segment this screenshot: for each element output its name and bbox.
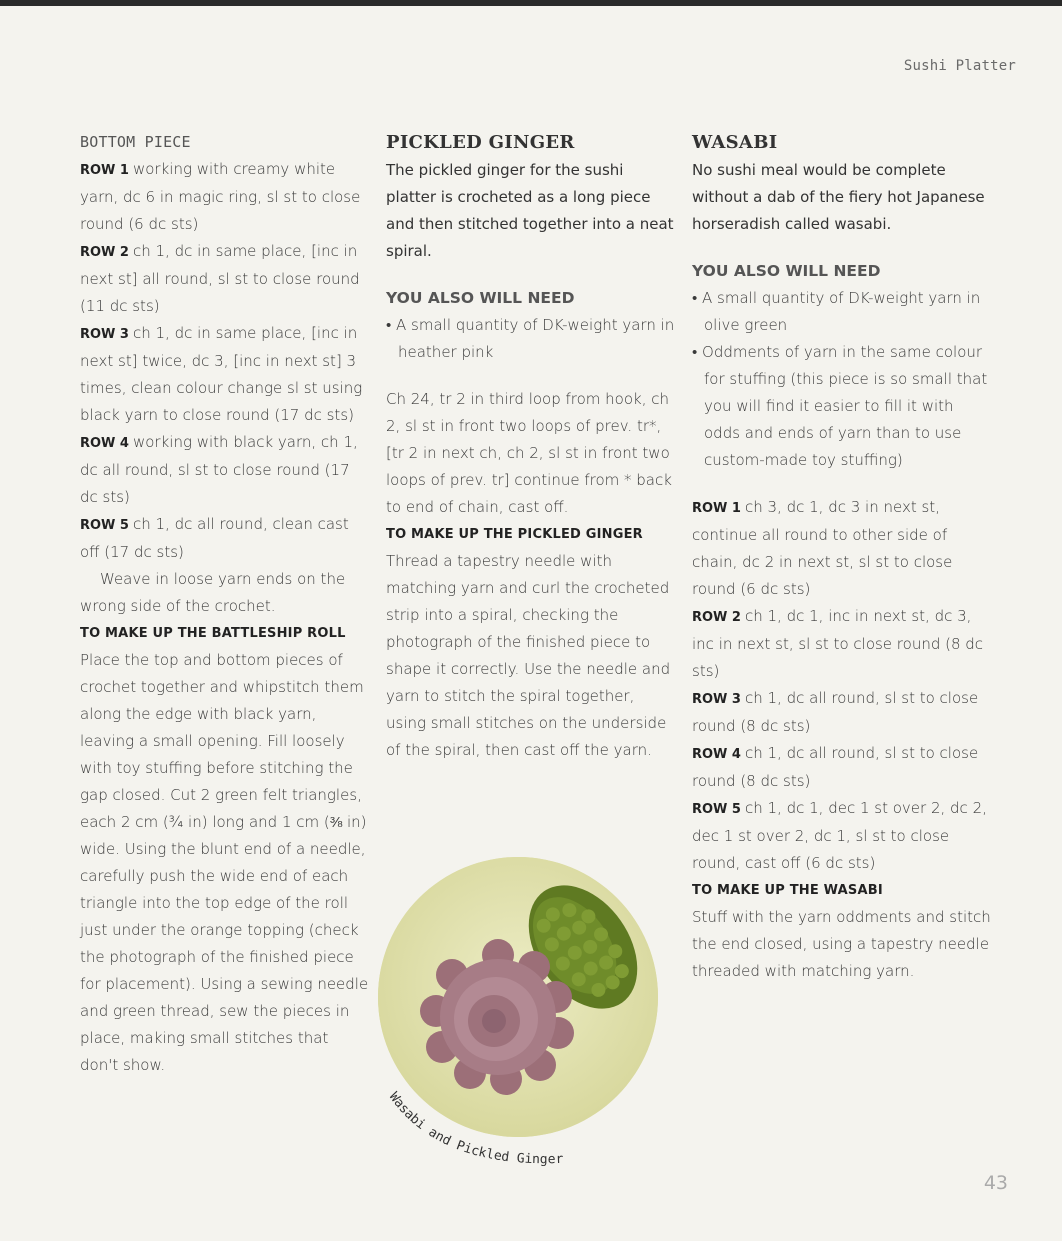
row-label: ROW 4 xyxy=(692,747,741,762)
top-edge-band xyxy=(0,0,1062,6)
row-label: ROW 1 xyxy=(692,501,741,516)
row-label: ROW 5 xyxy=(80,518,129,533)
makeup-text: Place the top and bottom pieces of crochet together and whipstitch them along the edge with black yarn, leaving a small opening. Fill loosely with toy stuffing before stitching the gap closed. Cut 2 green felt triangles, each 2 cm (¾ in) long and 1 cm (⅜ in) wide. Using the blunt end of a needle, carefully push the wide end of each triangle into the top edge of the roll just under the orange topping (check the photograph of the finished piece for placement). Using a sewing needle and green thread, sew the pieces in place, making small stitches that don't show. xyxy=(80,651,369,1074)
row-label: ROW 3 xyxy=(80,327,129,342)
row-text: ch 1, dc all round, clean cast off (17 dc sts) xyxy=(80,515,349,561)
section-intro: The pickled ginger for the sushi platter is crocheted as a long piece and then stitched together into a neat spiral. xyxy=(386,161,674,260)
makeup-text: Thread a tapestry needle with matching yarn and curl the crocheted strip into a spiral, checking the photograph of the finished piece to shape it correctly. Use the needle and yarn to stitch the spiral together, using small stitches on the underside of the spiral, then cast off the yarn. xyxy=(386,552,671,759)
row-instruction xyxy=(692,494,992,603)
row-instruction xyxy=(692,685,992,740)
column-wasabi xyxy=(692,129,992,985)
row-instruction xyxy=(80,238,370,320)
row-text: ch 1, dc 1, inc in next st, dc 3, inc in next st, sl st to close round (8 dc sts) xyxy=(692,607,984,680)
row-instruction xyxy=(80,429,370,511)
row-label: ROW 1 xyxy=(80,163,129,178)
makeup-text: Stuff with the yarn oddments and stitch the end closed, using a tapestry needle threaded with matching yarn. xyxy=(692,908,991,980)
makeup-heading: TO MAKE UP THE BATTLESHIP ROLL xyxy=(80,626,346,641)
svg-text:Wasabi and Pickled Ginger xyxy=(386,1090,564,1167)
need-heading: YOU ALSO WILL NEED xyxy=(386,289,575,307)
section-intro: No sushi meal would be complete without a dab of the fiery hot Japanese horseradish called wasabi. xyxy=(692,161,985,233)
need-item: • A small quantity of DK-weight yarn in olive green xyxy=(692,285,992,339)
row-text: working with creamy white yarn, dc 6 in magic ring, sl st to close round (6 dc sts) xyxy=(80,160,361,233)
row-text: ch 3, dc 1, dc 3 in next st, continue all round to other side of chain, dc 2 in next st, sl st to close round (6 dc sts) xyxy=(692,498,953,598)
photo-caption xyxy=(385,1090,605,1180)
row-instruction xyxy=(80,320,370,429)
row-text: ch 1, dc all round, sl st to close round (8 dc sts) xyxy=(692,744,979,790)
row-text: ch 1, dc in same place, [inc in next st] all round, sl st to close round (11 dc sts) xyxy=(80,242,360,315)
row-instruction xyxy=(80,156,370,238)
section-subtitle: BOTTOM PIECE xyxy=(80,133,191,151)
row-text: ch 1, dc in same place, [inc in next st] twice, dc 3, [inc in next st] 3 times, clean colour change sl st using black yarn to close round (17 dc sts) xyxy=(80,324,363,424)
makeup-heading: TO MAKE UP THE WASABI xyxy=(692,883,883,898)
column-pickled-ginger xyxy=(386,129,678,764)
caption-text: Wasabi and Pickled Ginger xyxy=(385,1090,564,1168)
need-item: • A small quantity of DK-weight yarn in heather pink xyxy=(386,312,678,366)
row-text: ch 1, dc 1, dec 1 st over 2, dc 2, dec 1 st over 2, dc 1, sl st to close round, cast off (6 dc sts) xyxy=(692,799,987,872)
row-label: ROW 5 xyxy=(692,802,741,817)
section-title: WASABI xyxy=(692,132,778,153)
row-instruction xyxy=(80,511,370,566)
photo-caption-svg xyxy=(385,1090,605,1180)
row-instruction xyxy=(692,740,992,795)
pattern-text: Ch 24, tr 2 in third loop from hook, ch 2, sl st in front two loops of prev. tr*, [tr 2 in next ch, ch 2, sl st in front two loops of prev. tr] continue from * back to end of chain, cast off. xyxy=(386,390,672,516)
row-label: ROW 4 xyxy=(80,436,129,451)
weave-note: Weave in loose yarn ends on the wrong side of the crochet. xyxy=(80,570,346,615)
row-label: ROW 2 xyxy=(80,245,129,260)
running-head: Sushi Platter xyxy=(903,58,1016,74)
column-bottom-piece xyxy=(80,129,370,1079)
section-title: PICKLED GINGER xyxy=(386,132,575,153)
row-text: working with black yarn, ch 1, dc all round, sl st to close round (17 dc sts) xyxy=(80,433,358,506)
row-label: ROW 3 xyxy=(692,692,741,707)
makeup-heading: TO MAKE UP THE PICKLED GINGER xyxy=(386,527,643,542)
row-instruction xyxy=(692,795,992,877)
row-label: ROW 2 xyxy=(692,610,741,625)
need-item: • Oddments of yarn in the same colour for stuffing (this piece is so small that you will find it easier to fill it with odds and ends of yarn than to use custom-made toy stuffing) xyxy=(692,339,992,474)
row-text: ch 1, dc all round, sl st to close round (8 dc sts) xyxy=(692,689,979,735)
page-number: 43 xyxy=(983,1172,1008,1194)
row-instruction xyxy=(692,603,992,685)
need-heading: YOU ALSO WILL NEED xyxy=(692,262,881,280)
